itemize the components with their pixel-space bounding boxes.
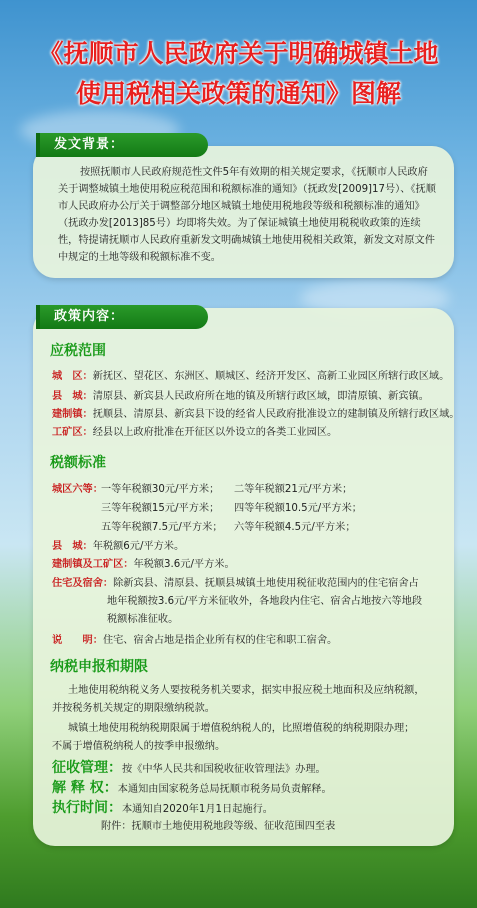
filing-text: 并按税务机关规定的期限缴纳税款。 (52, 703, 215, 714)
housing-rate (52, 575, 419, 592)
county-rate-label: 县 城： (52, 541, 93, 552)
scope-heading: 应税范围 (50, 343, 106, 359)
scope-item (52, 368, 449, 385)
scope-item-text: 抚顺县、清原县、新宾县下设的经省人民政府批准设立的建制镇及所辖行政区域。 (92, 409, 460, 420)
admin-text: 按《中华人民共和国税收征收管理法》办理。 (122, 764, 326, 775)
scope-item-text: 新抚区、望花区、东洲区、顺城区、经济开发区、高新工业园区所辖行政区域。 (92, 371, 450, 382)
attachment: 附件：抚顺市土地使用税地段等级、征收范围四至表 (101, 821, 336, 832)
effective-label: 执行时间： (52, 800, 122, 816)
urban-rate-label: 城区六等： (52, 484, 103, 495)
filing-text: 不属于增值税纳税人的按季申报缴纳。 (52, 741, 226, 752)
title-line-2: 使用税相关政策的通知》图解 (75, 79, 401, 108)
admin-label: 征收管理： (52, 760, 122, 776)
housing-rate-text: 除新宾县、清原县、抚顺县城镇土地使用税征收范围内的住宅宿舍占 (113, 578, 419, 589)
interpret-text: 本通知由国家税务总局抚顺市税务局负责解释。 (117, 784, 332, 795)
scope-item-label: 建制镇： (52, 409, 93, 420)
filing-heading: 纳税申报和期限 (50, 659, 148, 675)
scope-item (52, 406, 460, 423)
urban-rate-cell: 四等年税额10.5元/平方米； (234, 503, 362, 514)
urban-rate-cell: 一等年税额30元/平方米； (101, 484, 220, 495)
county-rate-text: 年税额6元/平方米。 (92, 541, 185, 552)
town-rate-text: 年税额3.6元/平方米。 (133, 559, 235, 570)
policy-tab: 政策内容： (40, 305, 208, 329)
interpret-row (52, 778, 332, 800)
scope-item-label: 城 区： (52, 371, 93, 382)
scope-item (52, 388, 429, 405)
interpret-label: 解 释 权： (52, 780, 118, 796)
town-rate (52, 556, 235, 573)
title-line-1: 《抚顺市人民政府关于明确城镇土地 (38, 39, 439, 68)
urban-rate-cell: 二等年税额21元/平方米； (234, 484, 353, 495)
scope-item-text: 经县以上政府批准在开征区以外设立的各类工业园区。 (92, 427, 338, 438)
town-rate-label: 建制镇及工矿区： (52, 559, 134, 570)
background-text: 按照抚顺市人民政府规范性文件5年有效期的相关规定要求，《抚顺市人民政府关于调整城镇土地使用税应税范围和税额标准的通知》（抚政发[2009]17号）、《抚顺市人民政府办公厅关于调整部分地区城镇土地使用税地段等级和税额标准的通知》（抚政办发[2013]85号）均即将失效。为了保证城镇土地使用税税收政策的连续性，特提请抚顺市人民政府重新发文明确城镇土地使用税相关政策，新发文对原文件中规定的土地等级和税额标准不变。 (58, 167, 436, 263)
effective-text: 本通知自2020年1月1日起施行。 (122, 804, 273, 815)
effective-row (52, 798, 273, 820)
admin-row (52, 758, 326, 780)
urban-rate-cell: 三等年税额15元/平方米； (101, 503, 220, 514)
housing-rate-text: 税额标准征收。 (107, 614, 179, 625)
scope-item-label: 县 城： (52, 391, 93, 402)
rates-heading: 税额标准 (50, 455, 106, 471)
urban-rate-cell: 六等年税额4.5元/平方米； (234, 522, 356, 533)
county-rate (52, 538, 184, 555)
urban-rate-cell: 五等年税额7.5元/平方米； (101, 522, 223, 533)
scope-item (52, 424, 337, 441)
housing-rate-text: 地年税额按3.6元/平方米征收外，各地段内住宅、宿舍占地按六等地段 (107, 596, 423, 607)
housing-rate-label: 住宅及宿舍： (52, 578, 114, 589)
note-text: 住宅、宿舍占地是指企业所有权的住宅和职工宿舍。 (102, 635, 338, 646)
scope-item-label: 工矿区： (52, 427, 93, 438)
urban-rate-row (52, 481, 103, 498)
page-title (0, 34, 477, 114)
filing-text: 土地使用税纳税义务人要按税务机关要求，据实申报应税土地面积及应纳税额， (68, 685, 425, 696)
note (52, 632, 337, 649)
note-label: 说 明： (52, 635, 103, 646)
background-tab: 发文背景： (40, 133, 208, 157)
scope-item-text: 清原县、新宾县人民政府所在地的镇及所辖行政区域，即清原镇、新宾镇。 (92, 391, 429, 402)
filing-text: 城镇土地使用税纳税期限属于增值税纳税人的，比照增值税的纳税期限办理； (68, 723, 415, 734)
